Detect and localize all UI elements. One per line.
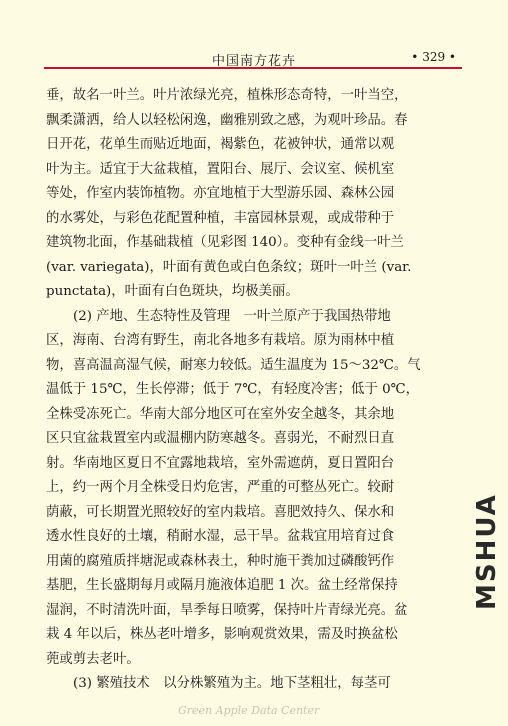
text-line: (var. variegata)，叶面有黄色或白色条纹；斑叶一叶兰 (var. [46,259,412,275]
text-line: 垂，故名一叶兰。叶片浓绿光亮，植株形态奇特，一叶当空， [46,88,408,103]
text-line: 全株受冻死亡。华南大部分地区可在室外安全越冬，其余地 [46,406,395,422]
paragraph-start-line: (2) 产地、生态特性及管理 一叶兰原产于我国热带地 [73,308,391,324]
text-line: 栽 4 年以后，株丛老叶增多，影响观赏效果，需及时换盆松 [46,627,398,642]
header-divider [44,67,462,69]
bottom-watermark: Green Apple Data Center [178,704,320,717]
text-line: 用菌的腐殖质拌塘泥或森林表土，种时施干粪加过磷酸钙作 [46,553,395,569]
body-text [46,84,466,697]
text-line: 建筑物北面，作基础栽植（见彩图 140）。变种有金线一叶兰 [46,235,404,250]
book-title: 中国南方花卉 [212,54,297,69]
side-watermark: MSHUA [472,493,502,610]
text-line: 飘柔潇洒，给人以轻松闲逸，幽雅别致之感，为观叶珍品。春 [46,112,408,128]
text-line: 透水性良好的土壤，稍耐水湿，忌干旱。盆栽宜用培育过食 [46,529,395,544]
text-line: 日开花，花单生而贴近地面，褐紫色，花被钟状，通常以观 [46,137,395,152]
text-line: 温低于 15℃，生长停滞；低于 7℃，有轻度冷害；低于 0℃， [46,382,419,397]
page-header [44,44,462,69]
text-line: 物，喜高温高湿气候，耐寒力较低。适生温度为 15～32℃。气 [46,357,421,373]
text-line: 的水雾处，与彩色花配置种植，丰富园林景观，或成带种于 [46,210,395,226]
text-line: 射。华南地区夏日不宜露地栽培，室外需遮荫，夏日置阳台 [46,455,395,471]
text-line: punctata)，叶面有白色斑块，均极美丽。 [46,284,299,299]
page-number: • 329 • [411,50,456,64]
text-line: 上，约一两个月全株受日灼危害，严重的可整丛死亡。较耐 [46,480,395,495]
text-line: 区只宜盆栽置室内或温棚内防寒越冬。喜弱光，不耐烈日直 [46,431,395,446]
text-line: 区，海南、台湾有野生，南北各地多有栽培。原为雨林中植 [46,333,395,348]
text-line: 基肥，生长盛期每月或隔月施液体追肥 1 次。盆土经常保持 [46,578,398,593]
paragraph-start-line: (3) 繁殖技术 以分株繁殖为主。地下茎粗壮，每茎可 [73,676,391,691]
text-line: 蔸或剪去老叶。 [46,651,140,667]
text-line: 等处，作室内装饰植物。亦宜地植于大型游乐园、森林公园 [46,186,395,201]
text-line: 叶为主。适宜于大盆栽植，置阳台、展厅、会议室、候机室 [46,161,395,177]
text-line: 湿润，不时清洗叶面，旱季每日喷雾，保持叶片青绿光亮。盆 [46,602,408,618]
text-line: 荫蔽，可长期置光照较好的室内栽培。喜肥效持久、保水和 [46,504,395,520]
